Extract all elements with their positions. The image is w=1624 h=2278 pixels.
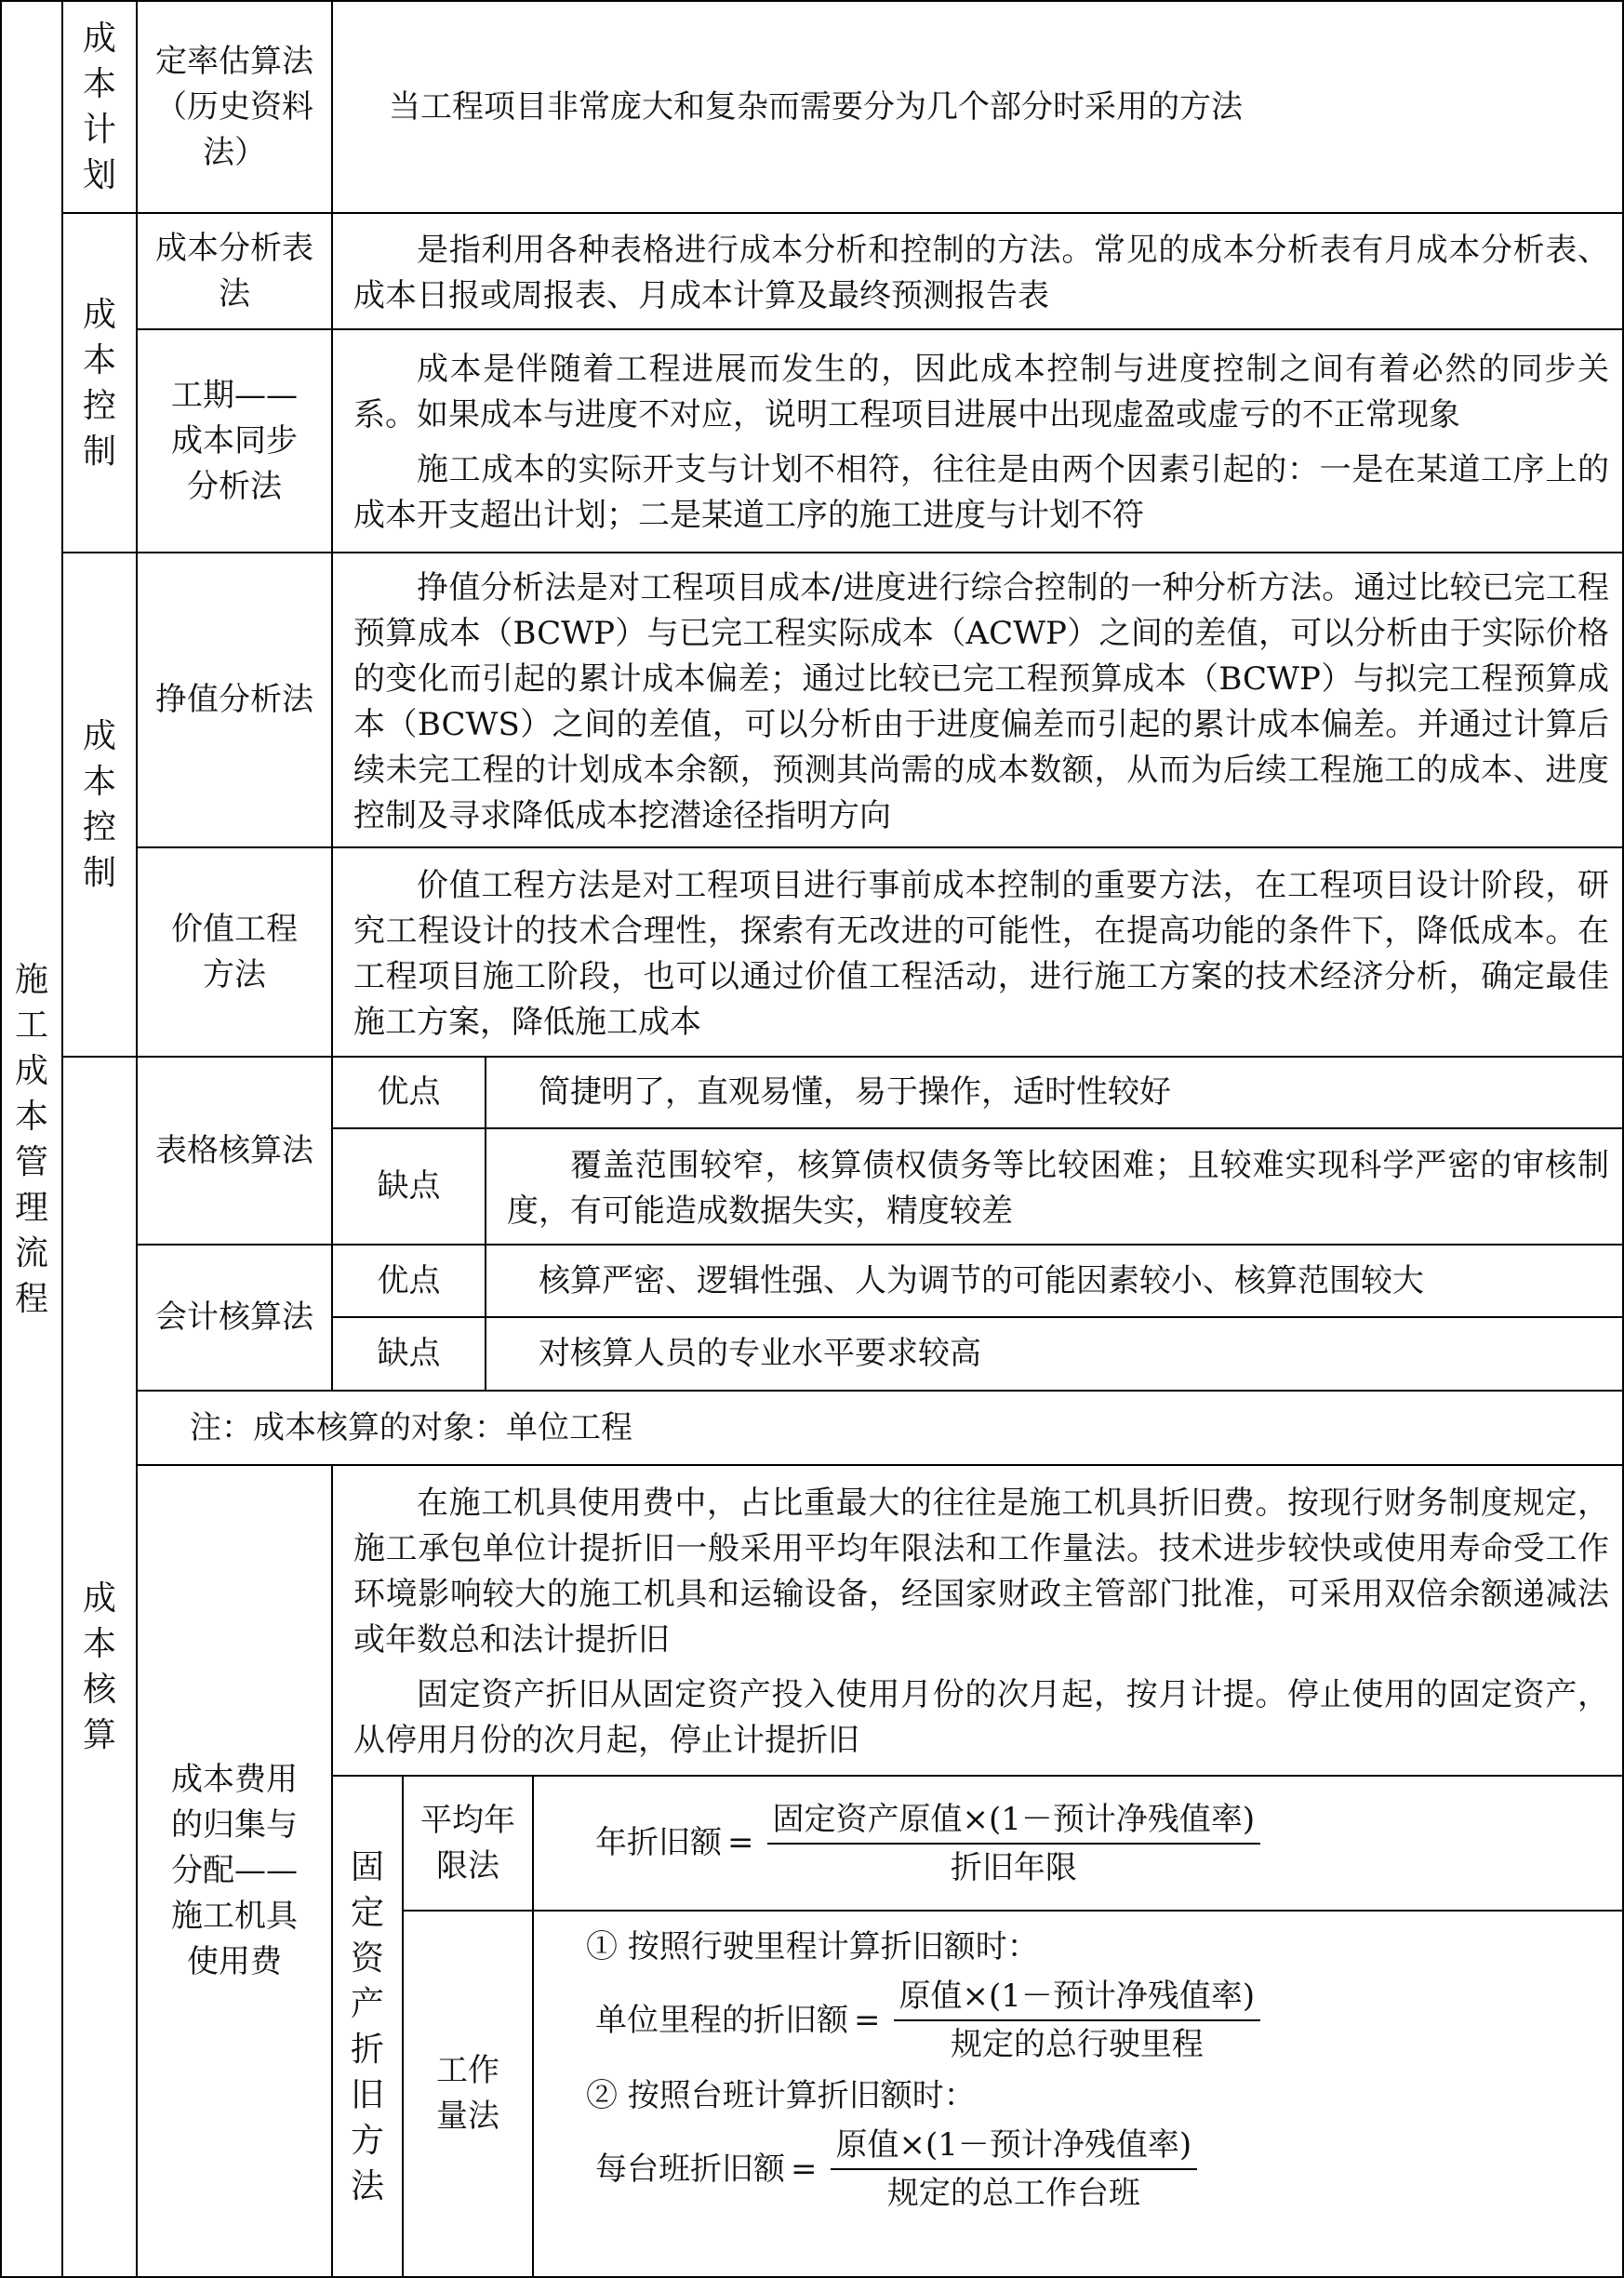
stage-cost-accounting: 成本核算 <box>63 1058 138 2278</box>
stage-cost-control-2: 成本控制 <box>63 553 138 1058</box>
table-pros: 简捷明了，直观易懂，易于操作，适时性较好 <box>486 1058 1624 1129</box>
formula-2-denominator: 规定的总工作台班 <box>886 2175 1140 2212</box>
process-label-cell <box>0 0 63 2278</box>
workload-formula-2 <box>595 2124 1622 2215</box>
formula-1-denominator: 规定的总行驶里程 <box>950 2026 1204 2063</box>
straight-line-lhs: 年折旧额 <box>595 1824 722 1861</box>
method-earned-value: 挣值分析法 <box>138 553 333 848</box>
method-cost-analysis-table: 成本分析表法 <box>138 214 333 330</box>
acct-cons: 对核算人员的专业水平要求较高 <box>486 1318 1624 1392</box>
straight-line-denominator: 折旧年限 <box>950 1848 1077 1886</box>
acct-pros: 核算严密、逻辑性强、人为调节的可能因素较小、核算范围较大 <box>486 1246 1624 1318</box>
workload-label: 工作量法 <box>404 1912 534 2278</box>
acct-cons-label: 缺点 <box>333 1318 486 1392</box>
workload-formula-1 <box>595 1975 1622 2066</box>
formula-1-fraction <box>894 1975 1261 2066</box>
equals-sign: = <box>791 2150 818 2188</box>
straight-line-label: 平均年限法 <box>404 1777 534 1912</box>
table-cons: 覆盖范围较窄，核算债权债务等比较困难；且较难实现科学严密的审核制度，有可能造成数据失实，精度较差 <box>486 1129 1624 1246</box>
table-cons-label: 缺点 <box>333 1129 486 1246</box>
method-value-engineering: 价值工程方法 <box>138 848 333 1058</box>
workload-case-1: ① 按照行驶里程计算折旧额时： <box>586 1928 1039 1965</box>
desc-machinery-cost: 在施工机具使用费中，占比重最大的往往是施工机具折旧费。按现行财务制度规定，施工承包单位计提折旧一般采用平均年限法和工作量法。技术进步较快或使用寿命受工作环境影响较大的施工机具和运输设备，经国家财政主管部门批准，可采用双倍余额递减法或年数总和法计提折旧 固定资产折旧从固定资产投入使用月份的次月起，按月计提。停止使用的固定资产，从停用月份的次月起，停止计提折旧 <box>333 1466 1624 1777</box>
depreciation-methods-label: 固定资产折旧方法 <box>333 1777 404 2278</box>
stage-cost-control-1: 成本控制 <box>63 214 138 553</box>
workload-formulas <box>534 1912 1624 2278</box>
formula-1-lhs: 单位里程的折旧额 <box>595 2001 848 2039</box>
desc-schedule-cost-sync: 成本是伴随着工程进展而发生的，因此成本控制与进度控制之间有着必然的同步关系。如果成本与进度不对应，说明工程项目进展中出现虚盈或虚亏的不正常现象 施工成本的实际开支与计划不相符，往往是由两个因素引起的：一是在某道工序上的成本开支超出计划；二是某道工序的施工进度与计划不符 <box>333 330 1624 553</box>
formula-2-fraction <box>831 2124 1198 2215</box>
straight-line-fraction <box>767 1798 1261 1889</box>
table-pros-label: 优点 <box>333 1058 486 1129</box>
stage-cost-plan: 成本计划 <box>63 0 138 214</box>
method-machinery-cost: 成本费用的归集与分配——施工机具使用费 <box>138 1466 333 2278</box>
accounting-note: 注：成本核算的对象：单位工程 <box>138 1392 1624 1466</box>
desc-value-engineering: 价值工程方法是对工程项目进行事前成本控制的重要方法，在工程项目设计阶段，研究工程设计的技术合理性，探索有无改进的可能性，在提高功能的条件下，降低成本。在工程项目施工阶段，也可以通过价值工程活动，进行施工方案的技术经济分析，确定最佳施工方案，降低施工成本 <box>333 848 1624 1058</box>
method-schedule-cost-sync: 工期——成本同步分析法 <box>138 330 333 553</box>
desc-cost-analysis-table: 是指利用各种表格进行成本分析和控制的方法。常见的成本分析表有月成本分析表、成本日报或周报表、月成本计算及最终预测报告表 <box>333 214 1624 330</box>
method-fixed-rate: 定率估算法（历史资料法） <box>138 0 333 214</box>
straight-line-formula <box>534 1777 1624 1912</box>
desc-earned-value: 挣值分析法是对工程项目成本/进度进行综合控制的一种分析方法。通过比较已完工程预算成本（BCWP）与已完工程实际成本（ACWP）之间的差值，可以分析由于实际价格的变化而引起的累计成本偏差；通过比较已完工程预算成本（BCWP）与拟完工程预算成本（BCWS）之间的差值，可以分析由于进度偏差而引起的累计成本偏差。并通过计算后续未完工程的计划成本余额，预测其尚需的成本数额，从而为后续工程施工的成本、进度控制及寻求降低成本挖潜途径指明方向 <box>333 553 1624 848</box>
formula-1-numerator: 原值×(1－预计净残值率) <box>894 1975 1261 2021</box>
formula-2-numerator: 原值×(1－预计净残值率) <box>831 2124 1198 2170</box>
straight-line-numerator: 固定资产原值×(1－预计净残值率) <box>767 1798 1261 1845</box>
method-table-accounting: 表格核算法 <box>138 1058 333 1246</box>
equals-sign: = <box>854 2001 881 2039</box>
desc-fixed-rate: 当工程项目非常庞大和复杂而需要分为几个部分时采用的方法 <box>333 0 1624 214</box>
formula-2-lhs: 每台班折旧额 <box>595 2150 785 2188</box>
equals-sign: = <box>727 1824 754 1861</box>
workload-case-2: ② 按照台班计算折旧额时： <box>586 2077 976 2114</box>
acct-pros-label: 优点 <box>333 1246 486 1318</box>
method-accounting: 会计核算法 <box>138 1246 333 1392</box>
process-label: 施工成本管理流程 <box>14 960 48 1318</box>
